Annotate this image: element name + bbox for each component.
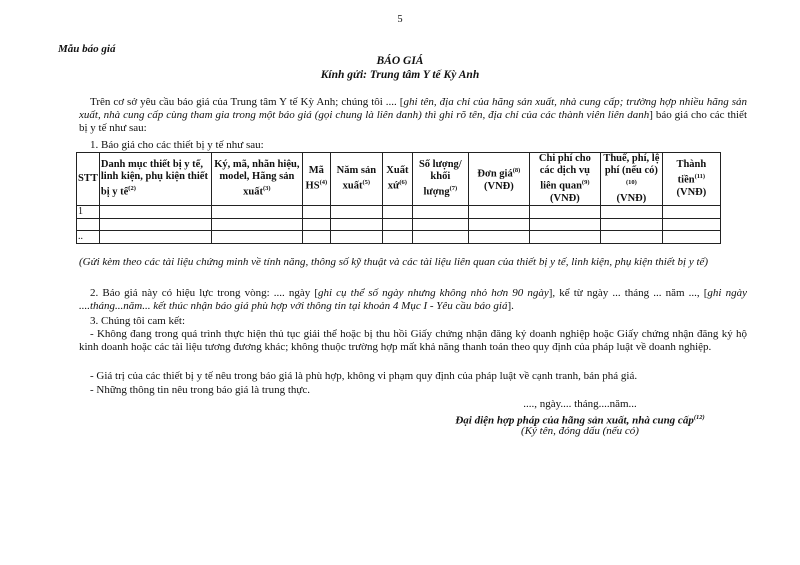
header-item-list: Danh mục thiết bị y tế, linh kiện, phụ kiện thiết bị y tế$^{(2)}$ xyxy=(99,153,211,206)
header-hs-code: Mã HS$^{(4)}$ xyxy=(302,153,330,206)
header-origin: Xuất xứ$^{(6)}$ xyxy=(382,153,412,206)
signature-title: Đại diện hợp pháp của hãng sản xuất, nhà cung cấp$^{(12)}$ xyxy=(455,414,705,427)
table-row xyxy=(77,205,721,218)
quote-table xyxy=(76,152,721,244)
commitment-item: - Giá trị của các thiết bị y tế nêu trong báo giá là phù hợp, không vi phạm quy định của pháp luật về cạnh tranh, bán phá giá. xyxy=(90,370,638,382)
header-unit-price: Đơn giá$^{(8)}$ (VNĐ) xyxy=(468,153,529,206)
signature-date: ...., ngày.... tháng....năm... xyxy=(523,398,637,410)
table-row xyxy=(77,218,721,230)
commitment-item: - Những thông tin nêu trong báo giá là trung thực. xyxy=(90,384,310,396)
section-1-heading: 1. Báo giá cho các thiết bị y tế như sau: xyxy=(90,139,264,151)
document-title: BÁO GIÁ xyxy=(376,55,424,67)
section-3-heading: 3. Chúng tôi cam kết: xyxy=(90,315,186,327)
commitment-item: - Không đang trong quá trình thực hiện thủ tục giải thể hoặc bị thu hồi Giấy chứng nhận đăng ký doanh nghiệp hoặc Giấy chứng nhận đăng ký hộ kinh doanh hoặc các tài liệu tương đương khác; không thuộc trường hợp mất khả năng thanh toán theo quy định của pháp luật về doanh nghiệp. xyxy=(79,328,747,353)
recipient-line: Kính gửi: Trung tâm Y tế Kỳ Anh xyxy=(320,69,480,81)
table-row xyxy=(77,230,721,243)
page-number: 5 xyxy=(397,14,403,25)
row-number xyxy=(77,218,100,230)
template-label: Mẫu báo giá xyxy=(58,43,116,55)
row-number: .. xyxy=(77,230,100,243)
attachment-note: (Gửi kèm theo các tài liệu chứng minh về tính năng, thông số kỹ thuật và các tài liệu liên quan của thiết bị y tế, linh kiện, phụ kiện thiết bị y tế) xyxy=(79,256,709,268)
header-quantity: Số lượng/ khối lượng$^{(7)}$ xyxy=(412,153,468,206)
header-model-manufacturer: Ký, mã, nhãn hiệu, model, Hãng sản xuất$^{(3)}$ xyxy=(211,153,302,206)
header-total: Thành tiền$^{(11)}$ (VNĐ) xyxy=(662,153,720,206)
header-service-cost: Chi phí cho các dịch vụ liên quan$^{(9)}$ (VNĐ) xyxy=(529,153,600,206)
signature-note: (Ký tên, đóng dấu (nếu có) xyxy=(521,425,639,437)
table-header-row xyxy=(77,153,721,206)
header-tax-fee: Thuế, phí, lệ phí (nếu có)$^{(10)}$ (VNĐ) xyxy=(600,153,662,206)
intro-text-after: ] báo giá cho các thiết bị y tế như sau: xyxy=(79,109,747,134)
intro-italic-note: ghi tên, địa chỉ của hãng sản xuất, nhà cung cấp; trường hợp nhiều hãng sản xuất, nhà cung cấp cùng tham gia trong một báo giá (gọi chung là liên danh) thì ghi rõ tên, địa chỉ của các thành viên liên danh xyxy=(79,96,747,121)
intro-paragraph xyxy=(79,96,747,135)
header-stt: STT xyxy=(77,153,100,206)
intro-text-before: Trên cơ sở yêu cầu báo giá của Trung tâm Y tế Kỳ Anh; chúng tôi .... [ xyxy=(90,96,404,108)
header-production-year: Năm sản xuất$^{(5)}$ xyxy=(330,153,382,206)
row-number: 1 xyxy=(77,205,100,218)
section-2-validity: 2. Báo giá này có hiệu lực trong vòng: .... ngày [ghi cụ thể số ngày nhưng không nhỏ hơn 90 ngày], kể từ ngày ... tháng ... năm ..., [ghi ngày ....tháng...năm... kết thúc nhận báo giá phù hợp với thông tin tại khoản 4 Mục I - Yêu cầu báo giá]. xyxy=(79,287,747,312)
